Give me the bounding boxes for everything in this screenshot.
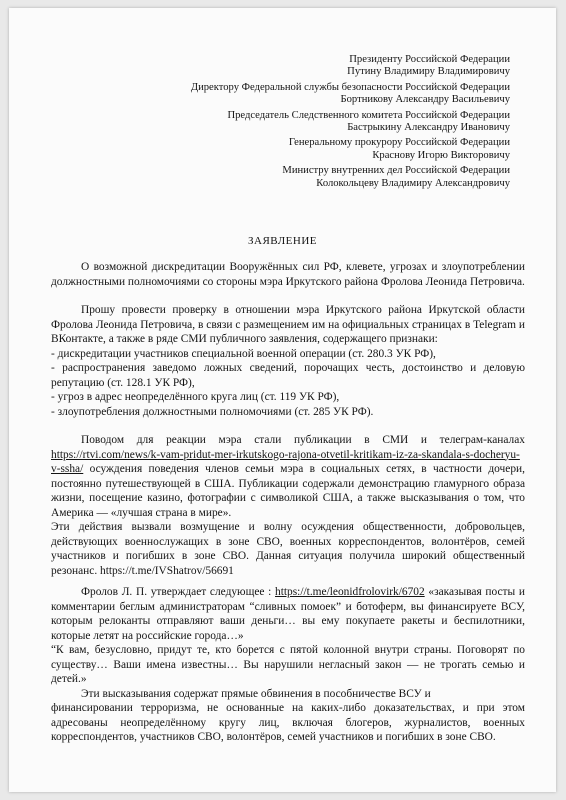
accusation-paragraph: финансировании терроризма, не основанные на каких-либо доказательствах, и при этом адресованы неопределённому кругу лиц, включая блогеров, журналистов, военных корреспондентов, участников СВО, волонтёров, семей участников и погибших в зоне СВО. <box>51 702 525 743</box>
addressee-president <box>180 54 510 79</box>
rtvi-link[interactable]: https://rtvi.com/news/k-vam-pridut-mer-irkutskogo-rajona-otvetil-kritikam-iz-za-skandala-s-docheryu-v-ssha/ <box>51 448 520 475</box>
quote-paragraph: “К вам, безусловно, придут те, кто борется с пятой колонной внутри страны. Поговорят по существу… Ваши имена известны… Вы нарушили негласный закон — не трогать семью и детей.» <box>51 644 525 685</box>
statement-text: Фролов Л. П. утверждает следующее : <box>81 586 272 598</box>
addressee-position: Президенту Российской Федерации <box>349 54 510 65</box>
spacer <box>51 289 525 303</box>
sign-item: - угроз в адрес неопределённого круга лиц (ст. 119 УК РФ), <box>51 391 340 403</box>
addressee-investigative-committee <box>180 110 510 135</box>
document-page <box>9 8 556 792</box>
addressee-name: Колокольцеву Владимиру Александровичу <box>316 177 510 189</box>
statement-quote: «заказывая посты и комментарии беглым администраторам “сливных помоек” и ботоферм, вы финансируете ВСУ, которым релоканты отправляют ваши деньги… вы ему покупаете ракеты и беспилотники, которые летят на российские города…» <box>51 586 525 642</box>
accusation-first-line: Эти высказывания содержат прямые обвинения в пособничестве ВСУ и <box>81 687 431 700</box>
addressee-name: Бортникову Александру Васильевичу <box>340 94 510 106</box>
addressee-block <box>180 54 510 193</box>
addressee-position: Председатель Следственного комитета Российской Федерации <box>227 109 510 121</box>
sign-item: - распространения заведомо ложных сведений, порочащих честь, достоинство и деловую репутацию (ст. 128.1 УК РФ), <box>51 362 525 389</box>
spacer <box>51 419 525 433</box>
subject-paragraph: О возможной дискредитации Вооружённых сил РФ, клевете, угрозах и злоупотреблении должностными полномочиями со стороны мэра Иркутского района Фролова Леонида Петровича. <box>51 261 525 288</box>
sign-item: - дискредитации участников специальной военной операции (ст. 280.3 УК РФ), <box>51 347 436 360</box>
sign-item: - злоупотребления должностными полномочиями (ст. 285 УК РФ). <box>51 405 374 418</box>
reason-paragraph <box>51 433 525 520</box>
addressee-position: Министру внутренних дел Российской Федерации <box>282 165 510 177</box>
addressee-position: Генеральному прокурору Российской Федерации <box>288 137 510 149</box>
statement-paragraph <box>51 585 525 643</box>
document-title: ЗАЯВЛЕНИЕ <box>248 235 317 247</box>
document-body <box>51 260 525 745</box>
addressee-name: Бастрыкину Александру Ивановичу <box>347 122 510 134</box>
reason-text: Поводом для реакции мэра стали публикации в СМИ и телеграм-каналах <box>81 434 525 446</box>
reaction-paragraph: Эти действия вызвали возмущение и волну осуждения общественности, добровольцев, действующих военнослужащих в зоне СВО, военных корреспондентов, волонтёров, семей участников и погибших в зоне СВО. Данная ситуация получила широкий общественный резонанс. https://t.me/IVShatrov/56691 <box>51 521 525 577</box>
addressee-fsb <box>180 82 510 107</box>
addressee-prosecutor <box>180 137 510 162</box>
addressee-name: Краснову Игорю Викторовичу <box>372 149 510 161</box>
request-paragraph: Прошу провести проверку в отношении мэра Иркутского района Иркутской области Фролова Леонида Петровича, в связи с размещением им на официальных страницах в Telegram и ВКонтакте, а также в ряде СМИ публичного заявления, содержащего признаки: <box>51 304 525 345</box>
addressee-interior-minister <box>180 165 510 190</box>
addressee-name: Путину Владимиру Владимировичу <box>347 66 510 78</box>
telegram-link[interactable]: https://t.me/leonidfrolovirk/6702 <box>275 586 425 598</box>
spacer <box>51 578 525 585</box>
reason-text-continued: осуждения поведения членов семьи мэра в социальных сетях, в частности дочери, постоянно путешествующей в США. Публикации содержали демонстрацию гламурного образа жизни, посещение казино, фотографии с символикой США, а также высказывания о том, что Америка — «лучшая страна в мире». <box>51 463 525 519</box>
addressee-position: Директору Федеральной службы безопасности Российской Федерации <box>190 81 510 93</box>
